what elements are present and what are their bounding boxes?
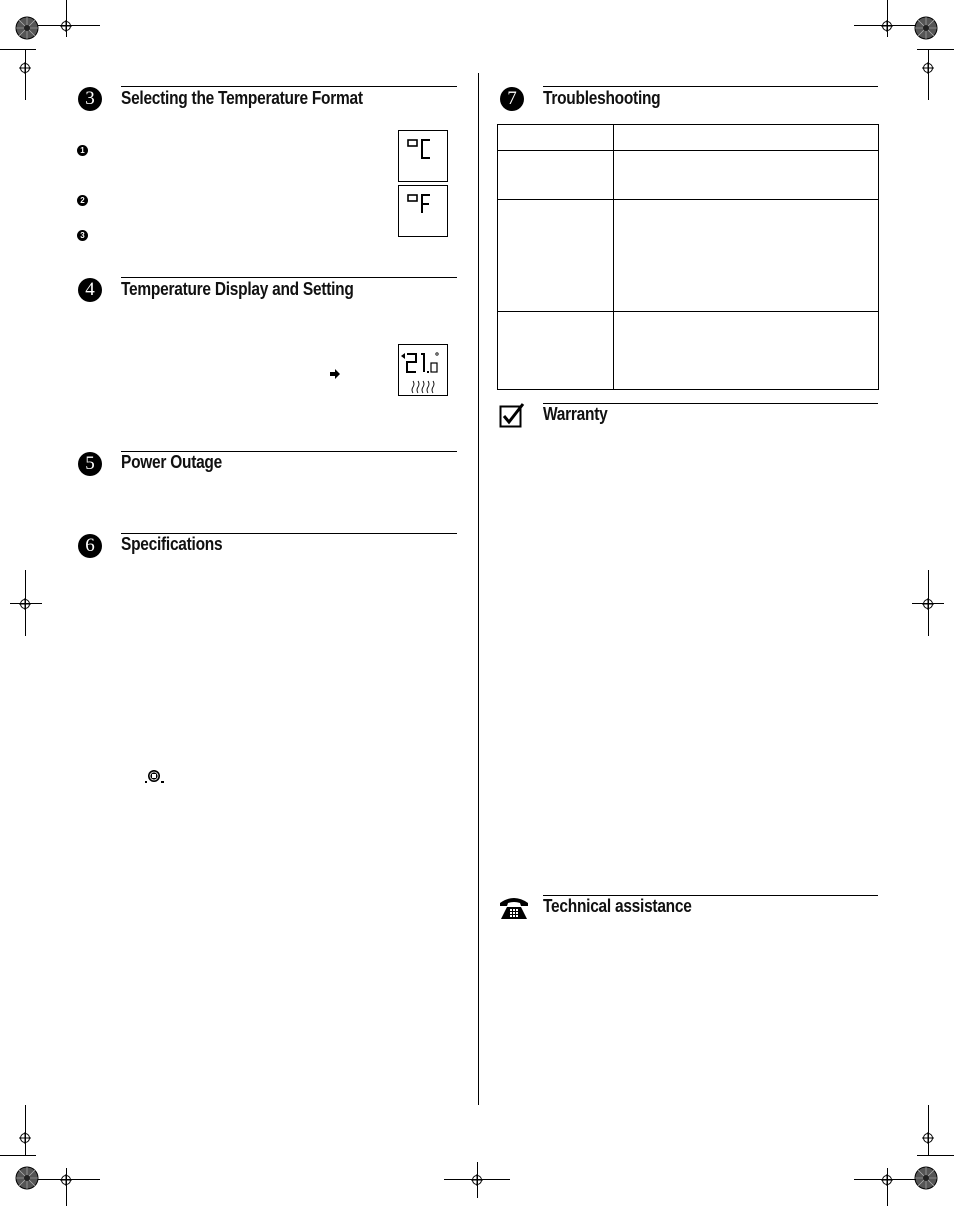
crosshair-icon — [19, 61, 31, 73]
step-number-badge: 2 — [77, 195, 88, 206]
crosshair-icon — [19, 597, 31, 609]
section-title: Temperature Display and Setting — [121, 279, 354, 299]
section-title: Technical assistance — [543, 896, 692, 916]
section-title: Power Outage — [121, 452, 222, 472]
column-divider — [478, 73, 479, 1105]
registration-rosette-bottom-left — [15, 1166, 39, 1190]
step-number-badge: 3 — [77, 230, 88, 241]
crosshair-icon — [922, 597, 934, 609]
telephone-icon — [499, 895, 529, 926]
crosshair-icon — [60, 19, 72, 31]
section-number-badge: 3 — [78, 87, 102, 111]
troubleshooting-table — [497, 124, 879, 390]
certification-mark-icon — [145, 768, 165, 791]
section-rule — [121, 86, 457, 87]
table-column-divider — [613, 125, 614, 389]
section-title: Troubleshooting — [543, 88, 661, 108]
arrow-right-icon — [330, 366, 340, 384]
crosshair-icon — [19, 1131, 31, 1143]
crosshair-icon — [881, 19, 893, 31]
lcd-fahrenheit-glyph — [399, 186, 447, 236]
section-rule — [543, 86, 878, 87]
section-number-badge: 7 — [500, 87, 524, 111]
table-row-divider — [498, 150, 878, 151]
crosshair-icon — [881, 1173, 893, 1185]
checkbox-icon — [499, 403, 525, 434]
section-number-badge: 6 — [78, 534, 102, 558]
section-title: Warranty — [543, 404, 608, 424]
section-title: Specifications — [121, 534, 223, 554]
lcd-celsius-glyph — [399, 131, 447, 181]
crosshair-icon — [922, 61, 934, 73]
section-title: Selecting the Temperature Format — [121, 88, 363, 108]
crosshair-icon — [471, 1173, 483, 1185]
lcd-temperature-display — [398, 344, 448, 396]
table-row-divider — [498, 199, 878, 200]
table-row-divider — [498, 311, 878, 312]
registration-rosette-top-left — [15, 16, 39, 40]
section-number-badge: 5 — [78, 452, 102, 476]
section-rule — [121, 277, 457, 278]
crosshair-icon — [60, 1173, 72, 1185]
step-number-badge: 1 — [77, 145, 88, 156]
section-number-badge: 4 — [78, 278, 102, 302]
registration-rosette-bottom-right — [914, 1166, 938, 1190]
lcd-fahrenheit-display — [398, 185, 448, 237]
lcd-temperature-glyph — [399, 345, 447, 395]
lcd-celsius-display — [398, 130, 448, 182]
crosshair-icon — [922, 1131, 934, 1143]
registration-rosette-top-right — [914, 16, 938, 40]
